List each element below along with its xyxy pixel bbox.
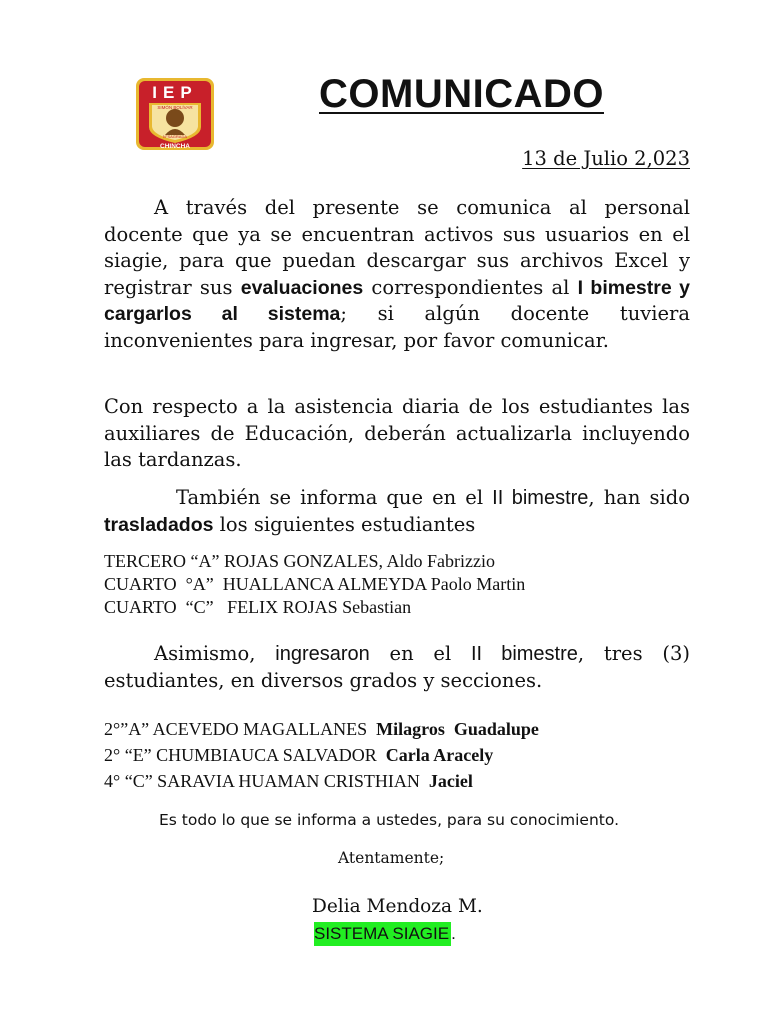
paragraph-entered	[104, 641, 690, 694]
paragraph4-text-1: Asimismo,	[154, 642, 276, 665]
transferred-students-list	[104, 550, 525, 619]
list-item	[104, 716, 539, 742]
entered-students-list	[104, 716, 539, 794]
system-period: .	[451, 924, 456, 943]
paragraph3-text-2: , han sido	[588, 486, 690, 509]
entered-given-names: Milagros Guadalupe	[376, 719, 539, 739]
paragraph3-text-3: los siguientes estudiantes	[213, 512, 476, 536]
list-item: TERCERO “A” ROJAS GONZALES, Aldo Fabrizzio	[104, 551, 495, 571]
paragraph4-bold-1: ingresaron	[275, 643, 370, 665]
logo-top-text: IEP	[152, 83, 198, 102]
entered-given-names: Carla Aracely	[385, 745, 494, 765]
paragraph4-text-3: , tres (3) estudiantes, en diversos grados y secciones.	[104, 642, 690, 692]
paragraph-users-active	[104, 195, 690, 354]
entered-grade-name: 4° “C” SARAVIA HUAMAN CRISTHIAN	[104, 771, 429, 791]
paragraph3-bold-1: II bimestre	[492, 487, 589, 509]
system-highlighted-label: SISTEMA SIAGIE	[314, 922, 451, 946]
paragraph-transferred	[104, 485, 690, 538]
paragraph1-text-1: A través del presente se comunica al personal docente que ya se encuentran activos sus usuarios en el siagie, para que puedan descargar sus archivos Excel y registrar sus	[104, 196, 690, 299]
logo-arc-text: SIMÓN BOLÍVAR	[157, 105, 193, 110]
list-item: CUARTO “C” FELIX ROJAS Sebastian	[104, 597, 412, 617]
entered-grade-name: 2°”A” ACEVEDO MAGALLANES	[104, 719, 377, 739]
logo-bottom-text: CHINCHA	[160, 143, 190, 150]
paragraph1-text-3: ; si algún docente tuviera inconvenientes para ingresar, por favor comunicar.	[104, 302, 690, 352]
system-line	[314, 924, 456, 944]
paragraph1-bold-2: I bimestre y cargarlos al sistema	[104, 276, 690, 325]
document-date: 13 de Julio 2,023	[522, 147, 690, 170]
paragraph4-text-2: en el	[369, 642, 471, 665]
logo-sub-text: N°SAGRADA	[162, 134, 188, 139]
paragraph1-bold-1: evaluaciones	[240, 276, 364, 299]
page-title: COMUNICADO	[319, 72, 604, 116]
signer-name: Delia Mendoza M.	[312, 896, 483, 917]
entered-grade-name: 2° “E” CHUMBIAUCA SALVADOR	[104, 745, 386, 765]
paragraph4-bold-2: II bimestre	[470, 643, 578, 665]
paragraph1-text-2: correspondientes al	[363, 275, 578, 299]
entered-given-names: Jaciel	[428, 771, 473, 791]
paragraph3-bold-2: trasladados	[104, 513, 214, 536]
paragraph-attendance: Con respecto a la asistencia diaria de los estudiantes las auxiliares de Educación, deberán actualizarla incluyendo las tardanzas.	[104, 395, 690, 471]
paragraph3-text-1: También se informa que en el	[176, 486, 493, 509]
list-item	[104, 742, 539, 768]
closing-line: Es todo lo que se informa a ustedes, para su conocimiento.	[159, 811, 620, 829]
regards-line: Atentamente;	[338, 849, 445, 867]
list-item: CUARTO °A” HUALLANCA ALMEYDA Paolo Martin	[104, 574, 526, 594]
list-item	[104, 768, 539, 794]
